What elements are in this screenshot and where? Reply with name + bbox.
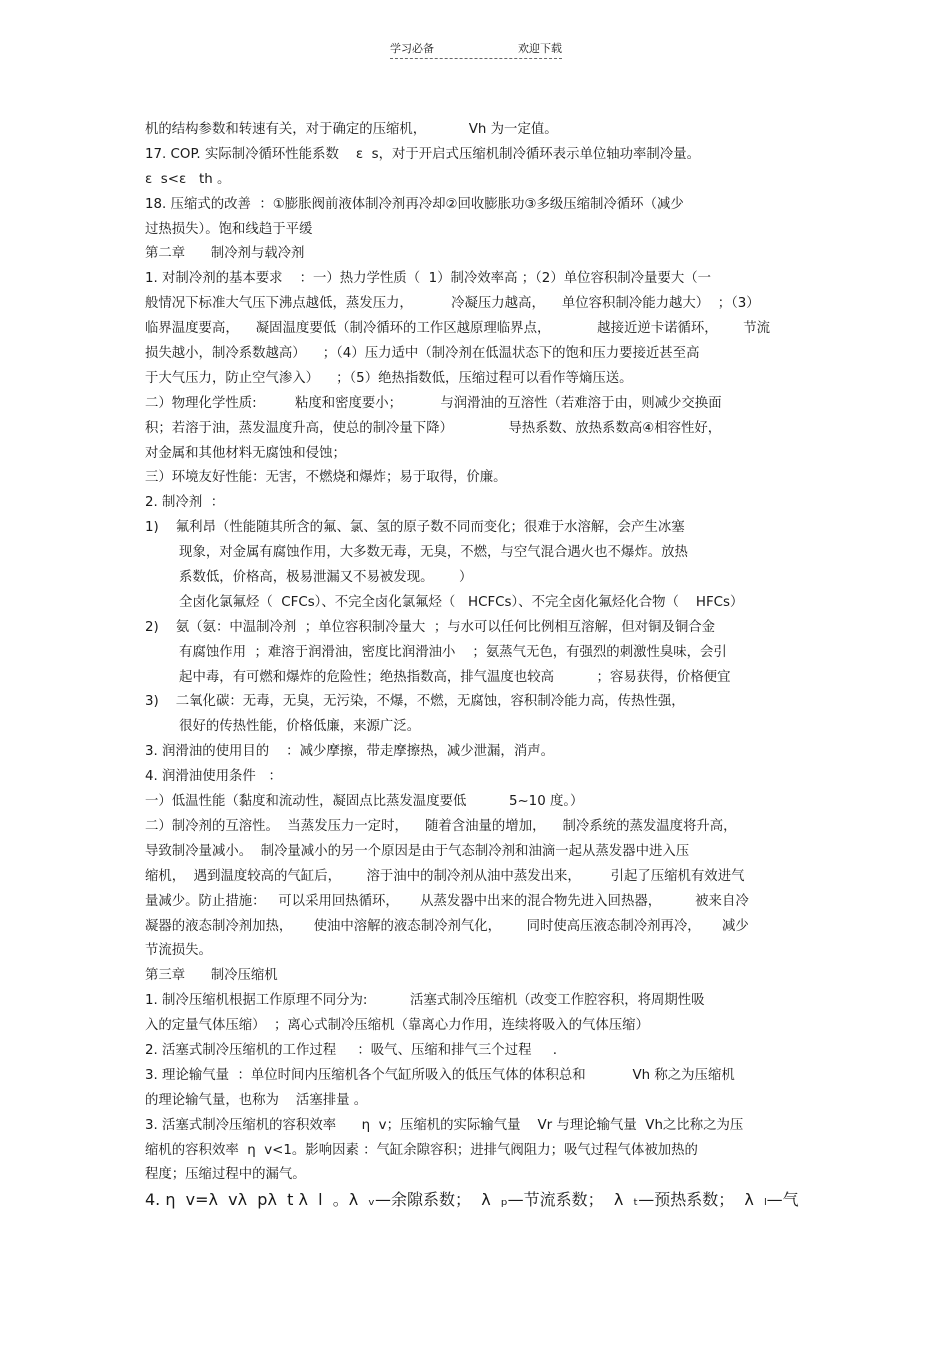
text-line: 入的定量气体压缩） ；离心式制冷压缩机（靠离心力作用，连续将吸入的气体压缩） <box>145 1018 649 1034</box>
text-line: 2. 制冷剂 ： <box>145 495 225 511</box>
text-line: 程度；压缩过程中的漏气。 <box>145 1167 306 1183</box>
text-line: 三）环境友好性能：无害，不燃烧和爆炸；易于取得，价廉。 <box>145 470 507 486</box>
text-line: 1. 制冷压缩机根据工作原理不同分为: 活塞式制冷压缩机（改变工作腔容积，将周期性吸 <box>145 993 705 1009</box>
text-line: 4. η v=λ vλ pλ t λ l 。λ ᵥ—余隙系数； λ ₚ—节流系数； λ ₜ—预热系数； λ ₗ—气 <box>145 1190 799 1210</box>
text-line: 有腐蚀作用 ；难溶于润滑油，密度比润滑油小 ；氨蒸气无色，有强烈的刺激性臭味，会引 <box>145 644 727 660</box>
text-line: 临界温度要高， 凝固温度要低（制冷循环的工作区越原理临界点， 越接近逆卡诺循环， 节流 <box>145 321 771 337</box>
text-line: 凝器的液态制冷剂加热， 使油中溶解的液态制冷剂气化， 同时使高压液态制冷剂再冷， 减少 <box>145 918 749 934</box>
text-line: 量减少。防止措施： 可以采用回热循环， 从蒸发器中出来的混合物先进入回热器， 被来自冷 <box>145 893 749 909</box>
text-line: 缩机， 遇到温度较高的气缸后， 溶于油中的制冷剂从油中蒸发出来， 引起了压缩机有效进气 <box>145 868 745 884</box>
text-line: 3) 二氧化碳：无毒，无臭，无污染，不爆，不燃，无腐蚀，容积制冷能力高，传热性强， <box>145 694 685 710</box>
page-header <box>390 40 562 59</box>
text-line: 般情况下标准大气压下沸点越低，蒸发压力， 冷凝压力越高， 单位容积制冷能力越大） ；（3） <box>145 296 760 312</box>
text-line: 二）制冷剂的互溶性。 当蒸发压力一定时， 随着含油量的增加， 制冷系统的蒸发温度将升高， <box>145 818 737 834</box>
document-body <box>145 118 810 1213</box>
text-line: ε s<ε th 。 <box>145 171 231 187</box>
text-line: 缩机的容积效率 η v<1。影响因素 ：气缸余隙容积；进排气阀阻力；吸气过程气体被加热的 <box>145 1142 698 1158</box>
text-line: 4. 润滑油使用条件 ： <box>145 769 282 785</box>
text-line: 节流损失。 <box>145 943 212 959</box>
text-line: 17. COP. 实际制冷循环性能系数 ε s，对于开启式压缩机制冷循环表示单位轴功率制冷量。 <box>145 146 700 162</box>
text-line: 18. 压缩式的改善 ：①膨胀阀前液体制冷剂再冷却②回收膨胀功③多级压缩制冷循环（减少 <box>145 196 684 212</box>
header-left-text: 学习必备 <box>390 42 434 55</box>
header-right-text: 欢迎下载 <box>518 42 562 55</box>
text-line: 3. 润滑油的使用目的 ：减少摩擦，带走摩擦热，减少泄漏，消声。 <box>145 744 554 760</box>
text-line: 第三章 制冷压缩机 <box>145 968 278 984</box>
text-line: 3. 活塞式制冷压缩机的容积效率 η v；压缩机的实际输气量 Vr 与理论输气量 Vh之比称之为压 <box>145 1117 744 1133</box>
text-line: 导致制冷量减小。 制冷量减小的另一个原因是由于气态制冷剂和油滴一起从蒸发器中进入压 <box>145 843 690 859</box>
text-line: 1) 氟利昂（性能随其所含的氟、氯、氢的原子数不同而变化；很难于水溶解，会产生冰塞 <box>145 520 685 536</box>
text-line: 积；若溶于油，蒸发温度升高，使总的制冷量下降） 导热系数、放热系数高④相容性好， <box>145 420 722 436</box>
text-line: 第二章 制冷剂与载冷剂 <box>145 246 305 262</box>
text-line: 1. 对制冷剂的基本要求 ：一）热力学性质（ 1）制冷效率高 ；（2）单位容积制冷量要大（一 <box>145 271 712 287</box>
text-line: 系数低，价格高，极易泄漏又不易被发现。 ） <box>145 570 473 586</box>
text-line: 起中毒，有可燃和爆炸的危险性；绝热指数高，排气温度也较高 ；容易获得，价格便宜 <box>145 669 731 685</box>
text-line: 全卤化氯氟烃（ CFCs）、不完全卤化氯氟烃（ HCFCs）、不完全卤化氟烃化合物（ HFCs） <box>145 594 744 610</box>
text-line: 很好的传热性能，价格低廉，来源广泛。 <box>145 719 421 735</box>
text-line: 2) 氨（氨：中温制冷剂 ；单位容积制冷量大 ；与水可以任何比例相互溶解，但对铜及铜合金 <box>145 619 716 635</box>
text-line: 过热损失）。饱和线趋于平缓 <box>145 221 313 237</box>
text-line: 损失越小，制冷系数越高） ；（4）压力适中（制冷剂在低温状态下的饱和压力要接近甚至高 <box>145 346 700 362</box>
text-line: 一）低温性能（黏度和流动性，凝固点比蒸发温度要低 5~10 度。） <box>145 794 584 810</box>
text-line: 二）物理化学性质: 粘度和密度要小； 与润滑油的互溶性（若难溶于由，则减少交换面 <box>145 395 722 411</box>
text-line: 现象，对金属有腐蚀作用，大多数无毒，无臭，不燃，与空气混合遇火也不爆炸。放热 <box>145 545 688 561</box>
text-line: 于大气压力，防止空气渗入） ；（5）绝热指数低，压缩过程可以看作等熵压送。 <box>145 370 633 386</box>
text-line: 对金属和其他材料无腐蚀和侵蚀； <box>145 445 346 461</box>
text-line: 3. 理论输气量 ：单位时间内压缩机各个气缸所吸入的低压气体的体积总和 Vh 称之为压缩机 <box>145 1067 735 1083</box>
text-line: 的理论输气量，也称为 活塞排量 。 <box>145 1092 368 1108</box>
text-line: 机的结构参数和转速有关，对于确定的压缩机， Vh 为一定值。 <box>145 122 558 137</box>
text-line: 2. 活塞式制冷压缩机的工作过程 ：吸气、压缩和排气三个过程 . <box>145 1042 558 1058</box>
